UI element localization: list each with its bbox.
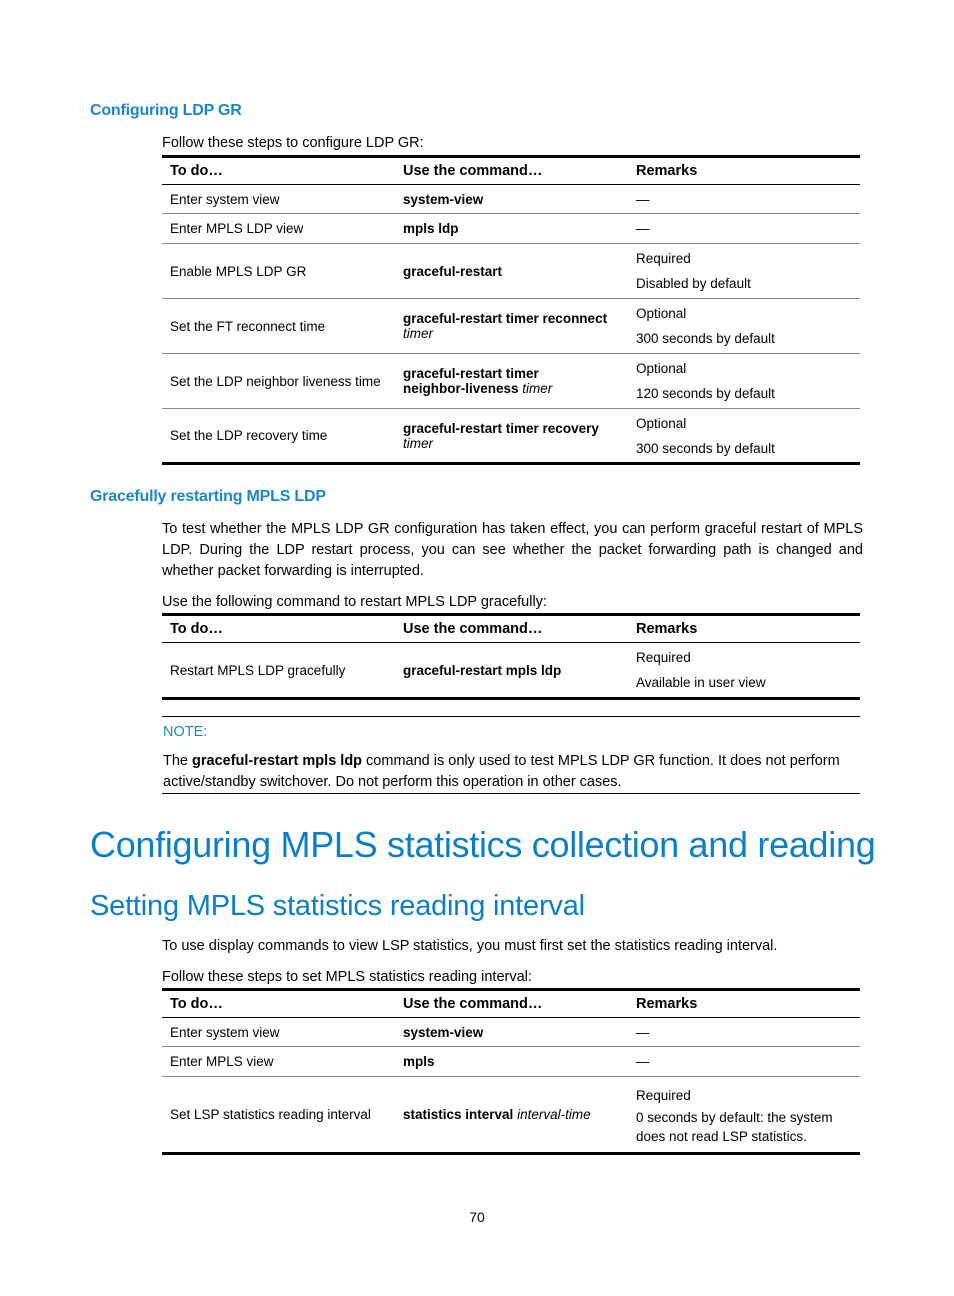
command-keyword: graceful-restart mpls ldp xyxy=(403,662,562,678)
command-cell xyxy=(395,244,628,299)
col-header-remarks: Remarks xyxy=(628,157,860,185)
restart-ldp-paragraph: To test whether the MPLS LDP GR configuration has taken effect, you can perform graceful restart of MPLS LDP. During the LDP restart process, you can see whether the packet forwarding path is changed and whether packet forwarding is interrupted. xyxy=(162,521,863,579)
command-argument: timer xyxy=(522,381,553,396)
todo-cell: Enter system view xyxy=(162,185,395,214)
command-cell xyxy=(395,643,628,699)
table-row xyxy=(162,185,860,214)
command-cell xyxy=(395,185,628,214)
command-keyword: mpls ldp xyxy=(403,221,459,236)
remark-line: Optional xyxy=(636,415,687,431)
remarks-cell: — xyxy=(628,214,860,244)
todo-cell: Enter MPLS view xyxy=(162,1047,395,1077)
command-keyword: mpls xyxy=(403,1054,435,1069)
remarks-cell xyxy=(628,354,860,409)
remarks-cell xyxy=(628,299,860,354)
table-row xyxy=(162,1047,860,1077)
col-header-todo: To do… xyxy=(162,990,395,1018)
note-bottom-rule xyxy=(162,793,860,794)
remarks-cell xyxy=(628,1077,860,1154)
command-argument: timer xyxy=(403,326,433,341)
command-cell xyxy=(395,1077,628,1154)
col-header-remarks: Remarks xyxy=(628,990,860,1018)
col-header-command: Use the command… xyxy=(395,615,628,643)
command-keyword: system-view xyxy=(403,1024,484,1040)
stats-paragraph: To use display commands to view LSP statistics, you must first set the statistics reading interval. xyxy=(162,938,778,954)
command-keyword: graceful-restart xyxy=(403,263,503,279)
command-keyword: graceful-restart timer reconnect xyxy=(403,311,608,326)
command-keyword: graceful-restart timer xyxy=(403,366,539,381)
remark-line: Optional xyxy=(636,361,687,376)
todo-cell: Set LSP statistics reading interval xyxy=(162,1077,395,1154)
todo-cell: Set the LDP recovery time xyxy=(162,409,395,464)
note-top-rule xyxy=(162,716,860,717)
ldp-gr-intro: Follow these steps to configure LDP GR: xyxy=(162,135,424,151)
table-row xyxy=(162,1018,860,1047)
section-heading-restart-ldp: Gracefully restarting MPLS LDP xyxy=(90,488,326,505)
command-cell xyxy=(395,299,628,354)
table-row xyxy=(162,1077,860,1154)
remarks-cell xyxy=(628,244,860,299)
remarks-cell xyxy=(628,409,860,464)
stats-table xyxy=(162,988,860,1155)
restart-ldp-table xyxy=(162,613,860,700)
note-text-post: command is only used to test MPLS LDP GR function. It does not perform active/standby switchover. Do not perform this operation in other cases. xyxy=(163,753,840,790)
remarks-cell: — xyxy=(628,1018,860,1047)
todo-cell: Restart MPLS LDP gracefully xyxy=(162,643,395,699)
remark-line: Optional xyxy=(636,306,687,321)
table-row xyxy=(162,354,860,409)
col-header-command: Use the command… xyxy=(395,157,628,185)
remark-line: 300 seconds by default xyxy=(636,331,775,346)
note-command: graceful-restart mpls ldp xyxy=(192,753,363,769)
section-heading-stats-interval: Setting MPLS statistics reading interval xyxy=(90,890,585,922)
table-row xyxy=(162,244,860,299)
table-row xyxy=(162,214,860,244)
section-heading-ldp-gr: Configuring LDP GR xyxy=(90,102,242,119)
restart-ldp-intro: Use the following command to restart MPLS LDP gracefully: xyxy=(162,594,547,610)
command-cell xyxy=(395,1047,628,1077)
remark-line: Required xyxy=(636,650,691,665)
note-text-pre: The xyxy=(163,753,193,769)
chapter-title: Configuring MPLS statistics collection and reading xyxy=(90,824,876,865)
remark-line: Disabled by default xyxy=(636,276,751,291)
remarks-cell xyxy=(628,643,860,699)
command-argument: interval-time xyxy=(517,1107,591,1122)
remarks-cell: — xyxy=(628,1047,860,1077)
todo-cell: Set the FT reconnect time xyxy=(162,299,395,354)
command-keyword: graceful-restart timer recovery xyxy=(403,420,599,436)
table-row xyxy=(162,299,860,354)
todo-cell: Set the LDP neighbor liveness time xyxy=(162,354,395,409)
remark-line: 300 seconds by default xyxy=(636,440,775,456)
page-number: 70 xyxy=(469,1209,485,1225)
command-argument: timer xyxy=(403,435,433,451)
todo-cell: Enter system view xyxy=(162,1018,395,1047)
note-label: NOTE: xyxy=(163,724,208,740)
todo-cell: Enter MPLS LDP view xyxy=(162,214,395,244)
remarks-cell: — xyxy=(628,185,860,214)
note-text xyxy=(163,751,860,793)
command-cell xyxy=(395,409,628,464)
command-keyword: system-view xyxy=(403,191,484,207)
todo-cell: Enable MPLS LDP GR xyxy=(162,244,395,299)
table-row xyxy=(162,643,860,699)
stats-intro: Follow these steps to set MPLS statistics reading interval: xyxy=(162,969,532,985)
remark-line: 120 seconds by default xyxy=(636,386,775,401)
table-row xyxy=(162,409,860,464)
command-keyword: statistics interval xyxy=(403,1107,514,1122)
command-keyword: neighbor-liveness xyxy=(403,381,519,396)
remark-line: 0 seconds by default: the system does not read LSP statistics. xyxy=(636,1110,833,1144)
remark-line: Available in user view xyxy=(636,675,766,690)
command-cell xyxy=(395,1018,628,1047)
col-header-remarks: Remarks xyxy=(628,615,860,643)
remark-line: Required xyxy=(636,1088,691,1103)
command-cell xyxy=(395,214,628,244)
col-header-command: Use the command… xyxy=(395,990,628,1018)
command-cell xyxy=(395,354,628,409)
col-header-todo: To do… xyxy=(162,615,395,643)
remark-line: Required xyxy=(636,251,691,266)
ldp-gr-table xyxy=(162,155,860,465)
col-header-todo: To do… xyxy=(162,157,395,185)
